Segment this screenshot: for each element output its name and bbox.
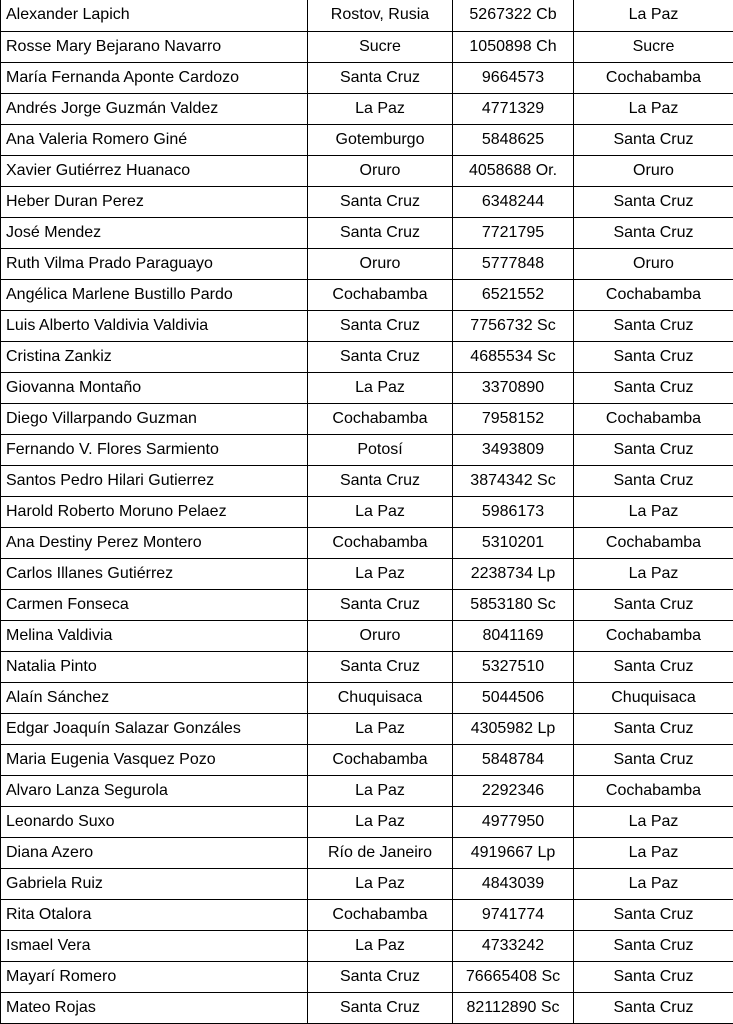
birthplace-cell: La Paz [308,496,453,527]
birthplace-cell: Oruro [308,620,453,651]
birthplace-cell: Oruro [308,155,453,186]
table-row [1,279,733,310]
table-row [1,589,733,620]
id-number-cell: 5986173 [453,496,574,527]
name-cell: Andrés Jorge Guzmán Valdez [1,93,308,124]
birthplace-cell: La Paz [308,775,453,806]
name-cell: Melina Valdivia [1,620,308,651]
name-cell: Leonardo Suxo [1,806,308,837]
birthplace-cell: Santa Cruz [308,465,453,496]
birthplace-cell: Santa Cruz [308,341,453,372]
birthplace-cell: La Paz [308,868,453,899]
table-row [1,341,733,372]
residence-cell: Santa Cruz [574,372,733,403]
name-cell: Mayarí Romero [1,961,308,992]
residence-cell: Cochabamba [574,620,733,651]
residence-cell: Chuquisaca [574,682,733,713]
id-number-cell: 5853180 Sc [453,589,574,620]
table-row [1,217,733,248]
residence-cell: Cochabamba [574,403,733,434]
residence-cell: Santa Cruz [574,992,733,1023]
birthplace-cell: Santa Cruz [308,62,453,93]
name-cell: Carlos Illanes Gutiérrez [1,558,308,589]
residence-cell: Santa Cruz [574,899,733,930]
birthplace-cell: Cochabamba [308,744,453,775]
name-cell: Giovanna Montaño [1,372,308,403]
name-cell: Diana Azero [1,837,308,868]
table-row [1,713,733,744]
residence-cell: Santa Cruz [574,465,733,496]
table-row [1,0,733,31]
table-row [1,961,733,992]
birthplace-cell: Río de Janeiro [308,837,453,868]
residence-cell: Cochabamba [574,279,733,310]
name-cell: Carmen Fonseca [1,589,308,620]
birthplace-cell: Santa Cruz [308,217,453,248]
table-row [1,682,733,713]
residence-cell: Santa Cruz [574,589,733,620]
name-cell: Santos Pedro Hilari Gutierrez [1,465,308,496]
name-cell: Harold Roberto Moruno Pelaez [1,496,308,527]
id-number-cell: 6521552 [453,279,574,310]
id-number-cell: 4977950 [453,806,574,837]
id-number-cell: 4305982 Lp [453,713,574,744]
table-row [1,527,733,558]
name-cell: Alaín Sánchez [1,682,308,713]
id-number-cell: 4771329 [453,93,574,124]
birthplace-cell: La Paz [308,930,453,961]
id-number-cell: 5848784 [453,744,574,775]
name-cell: Cristina Zankiz [1,341,308,372]
birthplace-cell: Santa Cruz [308,992,453,1023]
table-row [1,868,733,899]
id-number-cell: 5327510 [453,651,574,682]
id-number-cell: 9664573 [453,62,574,93]
residence-cell: Santa Cruz [574,961,733,992]
birthplace-cell: Cochabamba [308,899,453,930]
id-number-cell: 4843039 [453,868,574,899]
residence-cell: Santa Cruz [574,651,733,682]
birthplace-cell: Santa Cruz [308,310,453,341]
residence-cell: Oruro [574,155,733,186]
name-cell: Mateo Rojas [1,992,308,1023]
name-cell: Fernando V. Flores Sarmiento [1,434,308,465]
id-number-cell: 4058688 Or. [453,155,574,186]
id-number-cell: 4685534 Sc [453,341,574,372]
residence-cell: Santa Cruz [574,434,733,465]
table-row [1,93,733,124]
table-row [1,124,733,155]
birthplace-cell: Cochabamba [308,527,453,558]
id-number-cell: 5848625 [453,124,574,155]
residence-cell: La Paz [574,837,733,868]
residence-cell: Sucre [574,31,733,62]
birthplace-cell: Sucre [308,31,453,62]
birthplace-cell: Cochabamba [308,403,453,434]
residence-cell: Oruro [574,248,733,279]
id-number-cell: 5310201 [453,527,574,558]
id-number-cell: 5777848 [453,248,574,279]
id-number-cell: 5267322 Cb [453,0,574,31]
name-cell: Natalia Pinto [1,651,308,682]
birthplace-cell: Santa Cruz [308,651,453,682]
id-number-cell: 8041169 [453,620,574,651]
residence-cell: Santa Cruz [574,930,733,961]
table-row [1,31,733,62]
birthplace-cell: Santa Cruz [308,961,453,992]
residence-cell: Santa Cruz [574,310,733,341]
id-number-cell: 3493809 [453,434,574,465]
residence-cell: La Paz [574,806,733,837]
residence-cell: La Paz [574,93,733,124]
name-cell: Ismael Vera [1,930,308,961]
table-row [1,372,733,403]
birthplace-cell: Santa Cruz [308,186,453,217]
id-number-cell: 4919667 Lp [453,837,574,868]
table-row [1,496,733,527]
id-number-cell: 1050898 Ch [453,31,574,62]
table-row [1,186,733,217]
id-number-cell: 7958152 [453,403,574,434]
residence-cell: Cochabamba [574,527,733,558]
birthplace-cell: Potosí [308,434,453,465]
residence-cell: Santa Cruz [574,341,733,372]
id-number-cell: 2292346 [453,775,574,806]
table-row [1,620,733,651]
id-number-cell: 3874342 Sc [453,465,574,496]
birthplace-cell: La Paz [308,372,453,403]
birthplace-cell: La Paz [308,558,453,589]
name-cell: María Fernanda Aponte Cardozo [1,62,308,93]
residence-cell: Cochabamba [574,62,733,93]
table-row [1,62,733,93]
name-cell: Ana Destiny Perez Montero [1,527,308,558]
table-row [1,837,733,868]
name-cell: Gabriela Ruiz [1,868,308,899]
id-number-cell: 9741774 [453,899,574,930]
residence-cell: Cochabamba [574,775,733,806]
birthplace-cell: La Paz [308,806,453,837]
birthplace-cell: La Paz [308,713,453,744]
residence-cell: La Paz [574,0,733,31]
name-cell: Alvaro Lanza Segurola [1,775,308,806]
residence-cell: La Paz [574,558,733,589]
residence-cell: La Paz [574,496,733,527]
id-number-cell: 4733242 [453,930,574,961]
table-row [1,992,733,1023]
birthplace-cell: Cochabamba [308,279,453,310]
table-row [1,651,733,682]
id-number-cell: 2238734 Lp [453,558,574,589]
birthplace-cell: Oruro [308,248,453,279]
table-row [1,310,733,341]
id-number-cell: 82112890 Sc [453,992,574,1023]
name-cell: Edgar Joaquín Salazar Gonzáles [1,713,308,744]
id-number-cell: 76665408 Sc [453,961,574,992]
name-cell: José Mendez [1,217,308,248]
birthplace-cell: Santa Cruz [308,589,453,620]
table-row [1,465,733,496]
residence-cell: Santa Cruz [574,186,733,217]
table-row [1,155,733,186]
id-number-cell: 6348244 [453,186,574,217]
name-cell: Ana Valeria Romero Giné [1,124,308,155]
birthplace-cell: Chuquisaca [308,682,453,713]
table-row [1,558,733,589]
birthplace-cell: La Paz [308,93,453,124]
name-cell: Rita Otalora [1,899,308,930]
name-cell: Luis Alberto Valdivia Valdivia [1,310,308,341]
table-row [1,434,733,465]
table-row [1,248,733,279]
name-cell: Xavier Gutiérrez Huanaco [1,155,308,186]
name-cell: Maria Eugenia Vasquez Pozo [1,744,308,775]
name-cell: Rosse Mary Bejarano Navarro [1,31,308,62]
id-number-cell: 7721795 [453,217,574,248]
residence-cell: Santa Cruz [574,217,733,248]
name-cell: Angélica Marlene Bustillo Pardo [1,279,308,310]
name-cell: Alexander Lapich [1,0,308,31]
table-row [1,775,733,806]
name-cell: Ruth Vilma Prado Paraguayo [1,248,308,279]
id-number-cell: 5044506 [453,682,574,713]
table-row [1,899,733,930]
table-body [1,0,733,1023]
table-row [1,930,733,961]
residence-cell: La Paz [574,868,733,899]
residence-cell: Santa Cruz [574,713,733,744]
birthplace-cell: Rostov, Rusia [308,0,453,31]
table-row [1,403,733,434]
residence-cell: Santa Cruz [574,124,733,155]
table-row [1,806,733,837]
residence-cell: Santa Cruz [574,744,733,775]
id-number-cell: 3370890 [453,372,574,403]
table-row [1,744,733,775]
id-number-cell: 7756732 Sc [453,310,574,341]
name-cell: Diego Villarpando Guzman [1,403,308,434]
birthplace-cell: Gotemburgo [308,124,453,155]
name-cell: Heber Duran Perez [1,186,308,217]
